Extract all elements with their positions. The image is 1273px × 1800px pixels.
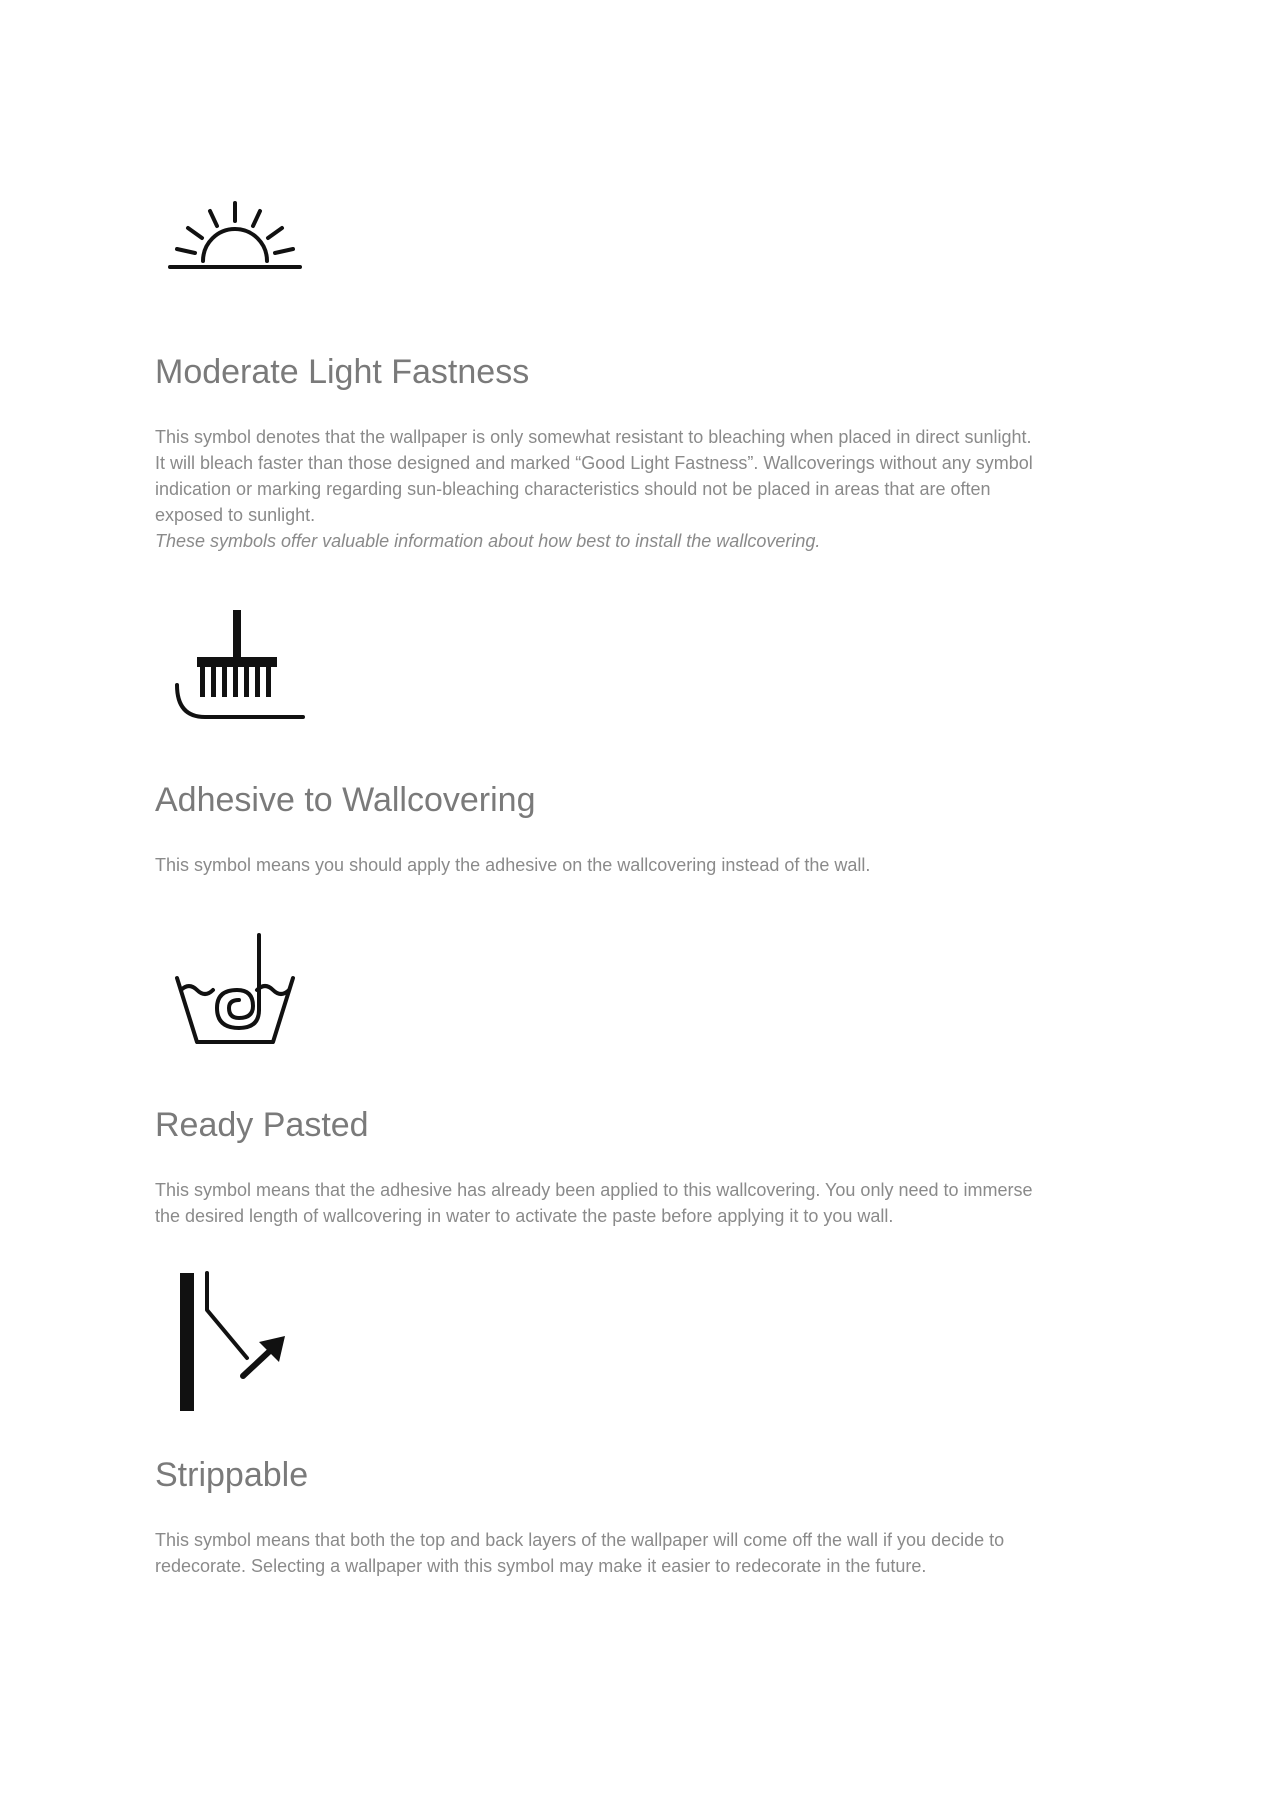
section-heading: Adhesive to Wallcovering xyxy=(155,781,536,819)
description-line: indication or marking regarding sun-bleaching characteristics should not be placed in areas that are often xyxy=(155,479,991,499)
section-heading: Ready Pasted xyxy=(155,1106,369,1144)
description-line: exposed to sunlight. xyxy=(155,505,316,525)
light-fastness-icon xyxy=(155,185,315,310)
description-line: This symbol denotes that the wallpaper is only somewhat resistant to bleaching when placed in direct sunlight. xyxy=(155,427,1032,447)
description-line: the desired length of wallcovering in water to activate the paste before applying it to you wall. xyxy=(155,1206,894,1226)
description-line: This symbol means that the adhesive has already been applied to this wallcovering. You only need to immerse xyxy=(155,1180,1033,1200)
strippable-icon xyxy=(155,1270,315,1395)
section-description xyxy=(155,1177,1115,1229)
description-line: It will bleach faster than those designed and marked “Good Light Fastness”. Wallcoverings without any symbol xyxy=(155,453,1033,473)
water-trough-icon xyxy=(155,930,315,1055)
description-line: redecorate. Selecting a wallpaper with this symbol may make it easier to redecorate in the future. xyxy=(155,1556,927,1576)
section-description xyxy=(155,1527,1115,1579)
section-description xyxy=(155,424,1115,554)
paste-brush-icon xyxy=(155,605,315,730)
section-description xyxy=(155,852,1115,878)
description-line: This symbol means that both the top and back layers of the wallpaper will come off the wall if you decide to xyxy=(155,1530,1005,1550)
section-heading: Strippable xyxy=(155,1456,309,1494)
description-line: This symbol means you should apply the adhesive on the wallcovering instead of the wall. xyxy=(155,855,871,875)
installation-note: These symbols offer valuable information about how best to install the wallcovering. xyxy=(155,531,821,551)
section-heading: Moderate Light Fastness xyxy=(155,353,530,391)
